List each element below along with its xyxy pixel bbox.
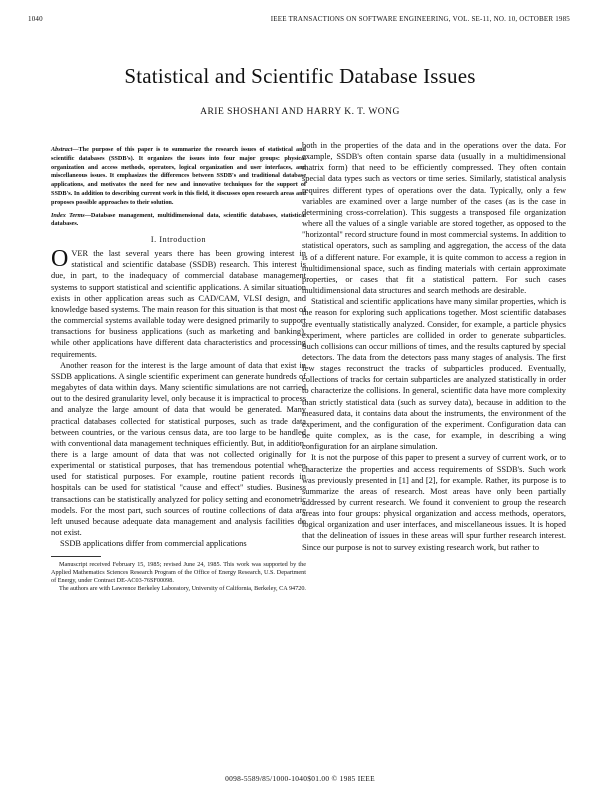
page-number: 1040 bbox=[28, 15, 43, 23]
index-terms-label: Index Terms bbox=[51, 211, 85, 219]
intro-paragraph-3: SSDB applications differ from commercial applications bbox=[60, 539, 247, 549]
paper-title: Statistical and Scientific Database Issues bbox=[124, 64, 476, 88]
section-heading: I. Introduction bbox=[150, 235, 207, 245]
footnote-manuscript: Manuscript received February 15, 1985; revised June 24, 1985. This work was supported by the Applied Mathematics Sciences Research Program of the Office of Energy Research, U.S. Department of Energy, under Contract DE-AC03-76SF00098. bbox=[51, 561, 306, 585]
running-header bbox=[28, 15, 570, 27]
left-column bbox=[51, 146, 306, 593]
right-column bbox=[302, 140, 566, 553]
intro-paragraph-2: Another reason for the interest is the large amount of data that exist in SSDB applications. A single scientific experiment can generate hundreds of megabytes of data within days. Many scientific simulations are not carried out to the desired granularity level, only because it is impractical to process and analyze the large amount of data that would be generated. Many practical databases collected for statistical purposes, such as trade data between countries, or the various census data, are too large to be handled with conventional data management techniques efficiently. But, in addition, there is a large amount of data that was not collected originally for experimental or statistical purposes, that has tremendous potential when used for statistical purposes. For example, routine patient records in hospitals can be used for statistical "cause and effect" studies. Business transactions can be statistically analyzed for policy setting and econometric models. For the most part, such sources of routine collections of data are left unused because adequate data management and analysis facilities do not exist. bbox=[51, 360, 306, 538]
footnote-divider bbox=[51, 556, 101, 557]
intro-paragraph-1 bbox=[51, 248, 306, 360]
abstract-text: —The purpose of this paper is to summarize the research issues of statistical and scientific databases (SSDB's). It organizes the issues into four major groups: physical organization and access methods, operators, logical organization and user interfaces, and miscellaneous issues. It emphasizes the differences between SSDB's and traditional database applications, and motivates the need for new and innovative techniques for the support of SSDB's. In addition to describing current work in this field, it discusses open research areas and proposes possible approaches to their solution. bbox=[51, 146, 306, 206]
paper-authors: ARIE SHOSHANI AND HARRY K. T. WONG bbox=[200, 107, 400, 117]
right-paragraph-1: both in the properties of the data and in the operations over the data. For example, SSDB's often contain sparse data (usually in a multidimensional matrix form) that need to be efficiently compressed. They often contain special data types such as vectors or time series. Similarly, statistical analysis requires different types of operations over the data. Typically, only a few variables are examined over a large number of the cases (as is the case in determining cross-correlation). This suggests a transposed file organization where all the values of a single variable are stored together, as opposed to the "horizontal" record structure found in most commercial systems. In addition to statistical operators, such as sampling and aggregation, the access of the data is of a different nature. For example, it is quite common to access a region in multidimensional space, such as finding materials with certain approximate properties, or cases that fit a statistical pattern. For such cases multidimensional data structures and search methods are desirable. bbox=[302, 141, 566, 296]
right-paragraph-2: Statistical and scientific applications have many similar properties, which is the reason for exploring such applications together. Most scientific databases are eventually statistically analyzed. Consider, for example, a particle physics experiment, where particles are collided in order to generate subparticles. Such collisions can occur millions of times, and the results captured by special detectors. The data from the detectors pass many stages of analysis. The first few stages reconstruct the tracks of subparticles produced. Eventually, collections of tracks for certain subparticles are analyzed statistically in order to characterize the collisions. In general, scientific data have more complexity than strictly statistical data (such as survey data), because in addition to the measured data, it contains data about the instruments, the environment of the experiment, and the configuration of the experiment. Configuration data can be quite complex, as is the case, for example, in describing a wing configuration for an airplane simulation. bbox=[302, 297, 566, 452]
footnote-affiliation: The authors are with Lawrence Berkeley Laboratory, University of California, Berkeley, CA 94720. bbox=[59, 585, 306, 593]
journal-line: IEEE TRANSACTIONS ON SOFTWARE ENGINEERING, VOL. SE-11, NO. 10, OCTOBER 1985 bbox=[270, 15, 570, 23]
abstract-label: Abstract bbox=[51, 146, 73, 153]
index-terms-text: —Database management, multidimensional data, scientific databases, statistical databases. bbox=[51, 211, 307, 228]
intro-paragraph-1-text: VER the last several years there has been growing interest in statistical and scientific database (SSDB) research. This interest is due, in part, to the inadequacy of commercial database management systems to support statistical and scientific applications. A similar situation exists in other application areas such as CAD/CAM, VLSI design, and knowledge based systems. The main reason for this situation is that most of the commercial systems available today were designed primarily to support transactions for business applications (such as marketing and banking), while other applications have different data characteristics and processing requirements. bbox=[51, 249, 306, 359]
index-terms bbox=[51, 212, 306, 230]
abstract bbox=[51, 146, 306, 208]
copyright-line: 0098-5589/85/1000-1040$01.00 © 1985 IEEE bbox=[225, 774, 375, 783]
drop-cap: O bbox=[51, 246, 69, 273]
right-paragraph-3: It is not the purpose of this paper to present a survey of current work, or to characterize the properties and access requirements of SSDB's. Such work was previously presented in [1] and [2], for example. Rather, its purpose is to summarize the areas of research. Most areas have only been partially addressed by current research. We found it convenient to group the research areas into four groups: physical organization and access methods, operators, logical organization and user interfaces, and miscellaneous issues. It is hoped that the delineation of issues in these areas will spur further research interest. Since our purpose is not to survey existing research work, but rather to bbox=[302, 453, 566, 552]
